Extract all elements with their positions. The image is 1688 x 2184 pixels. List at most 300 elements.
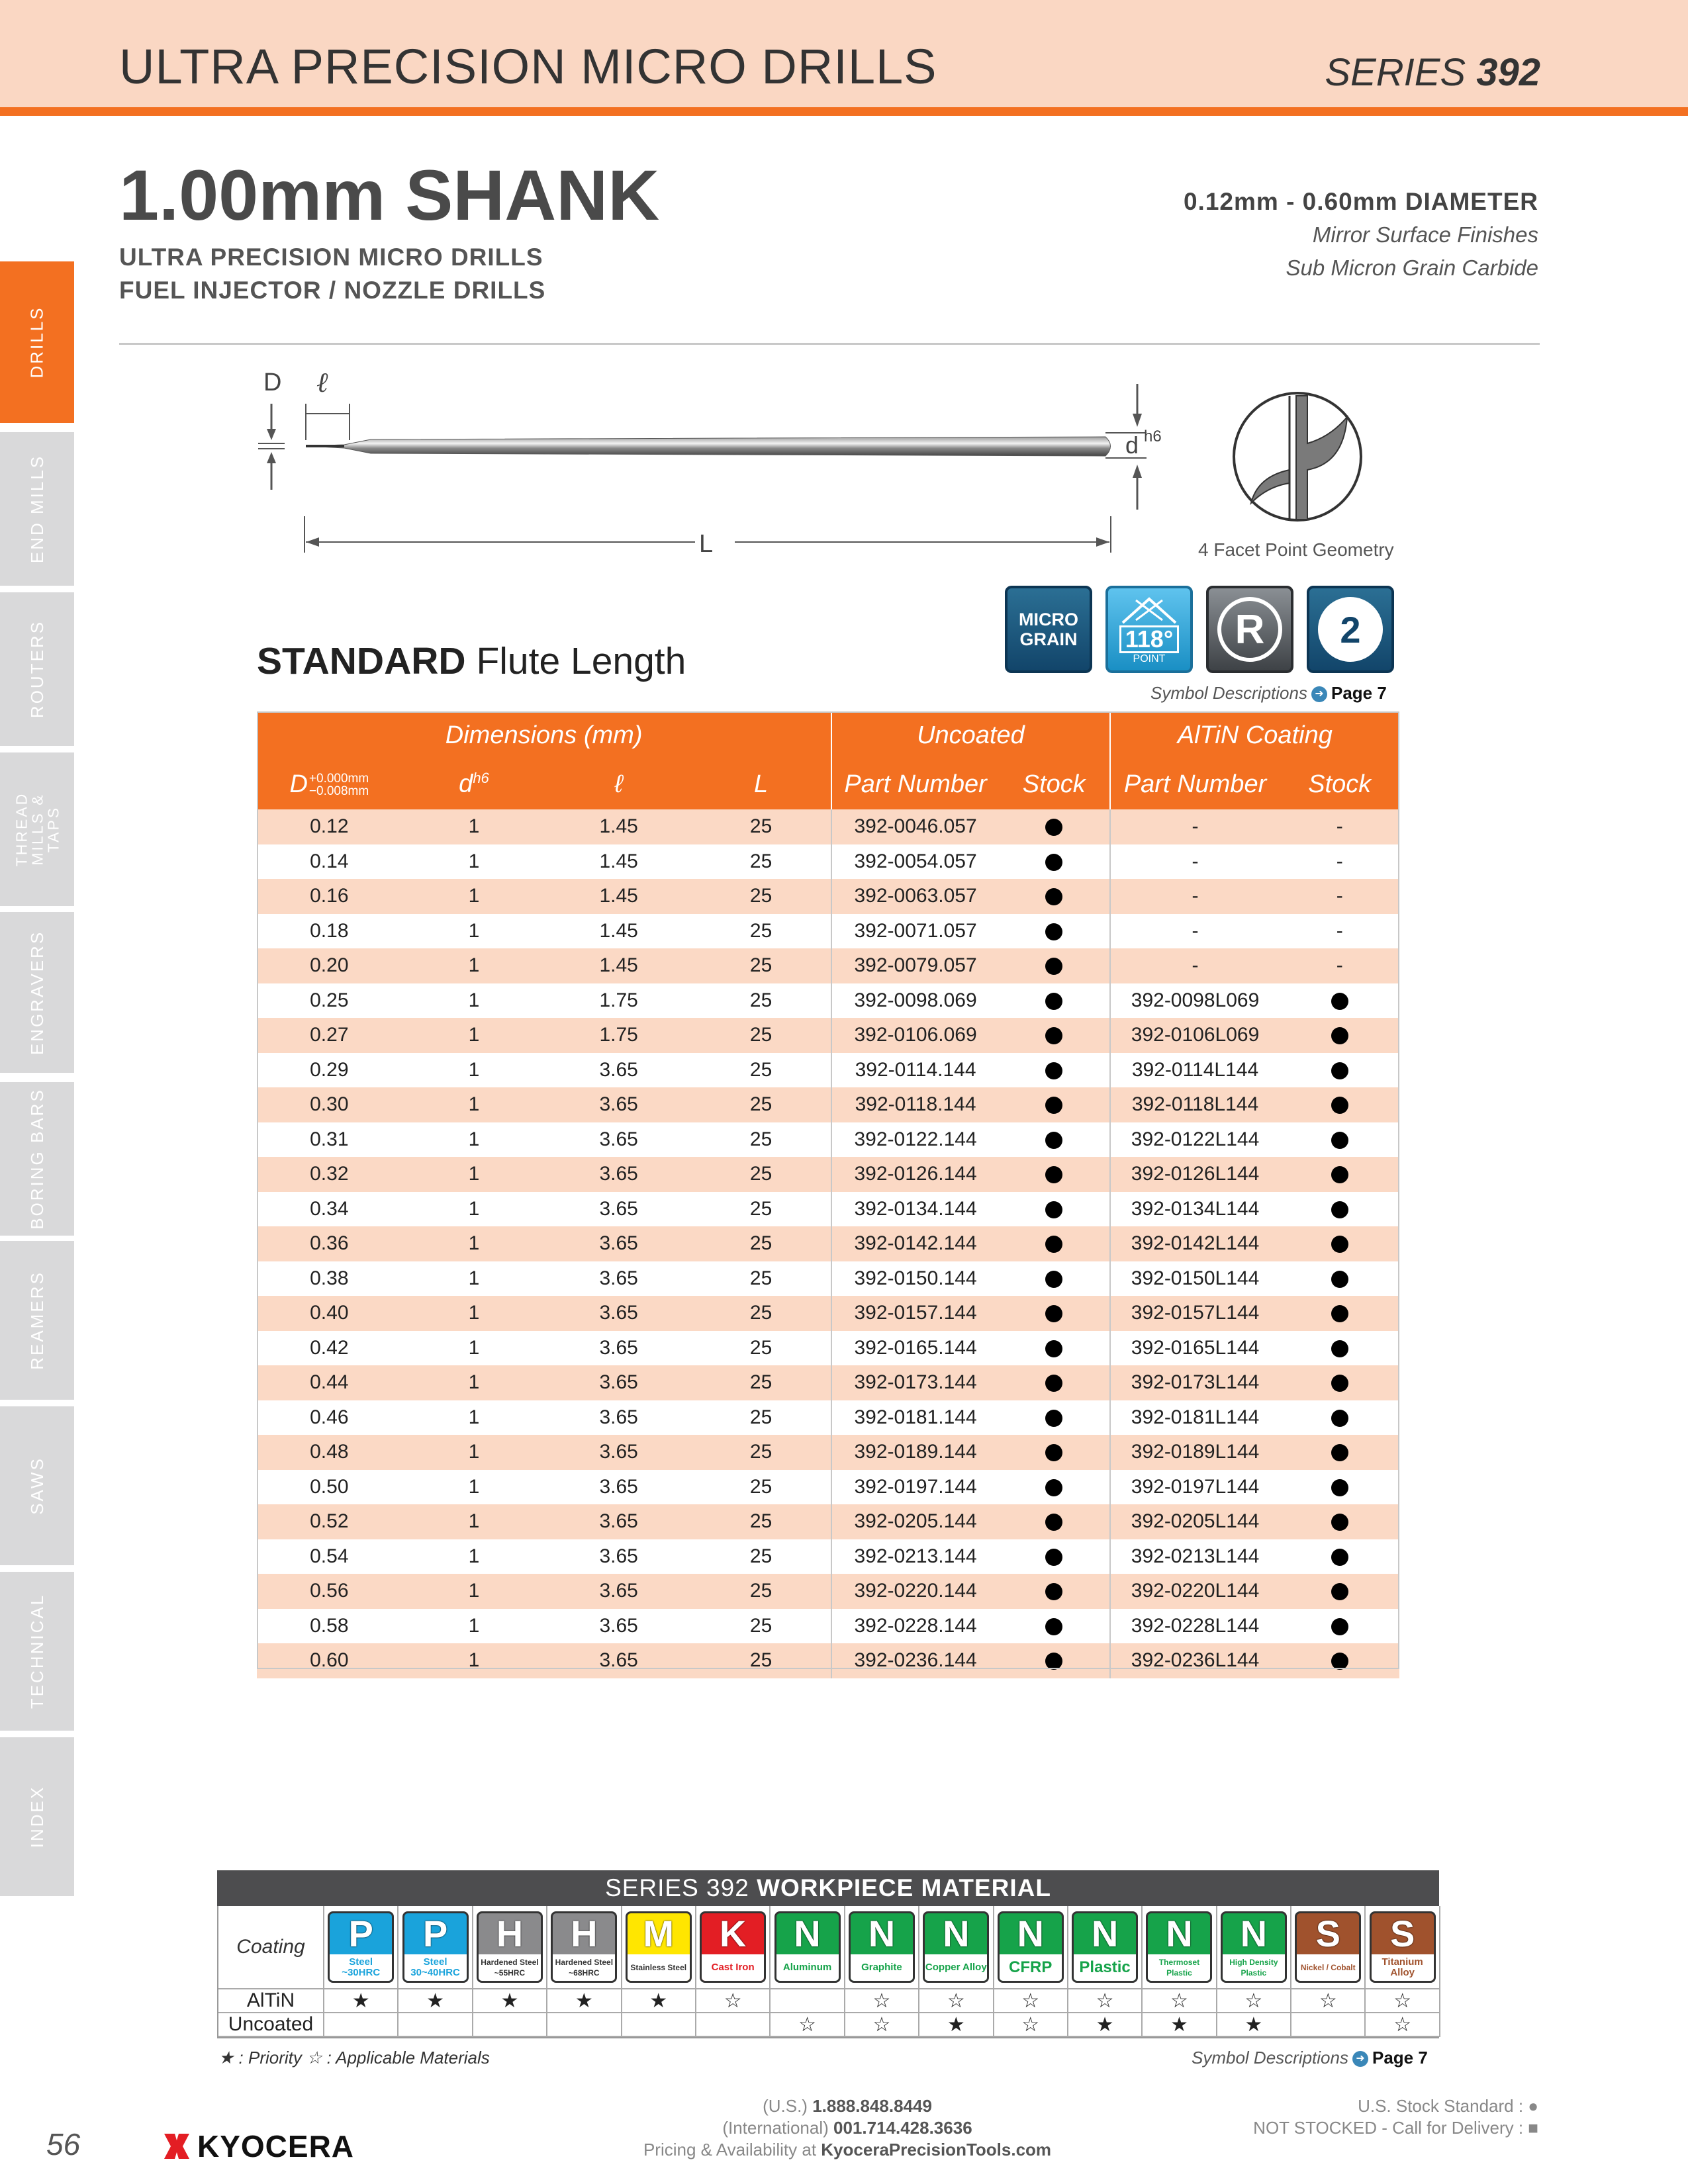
col-header-stock: Stock bbox=[999, 759, 1110, 809]
stock-dot-icon bbox=[1045, 1479, 1062, 1496]
table-cell: 0.40 bbox=[257, 1296, 402, 1331]
rating-cell: ☆ bbox=[1366, 2013, 1440, 2037]
table-cell: 392-0063.057 bbox=[831, 879, 999, 914]
material-name: Graphite bbox=[851, 1954, 913, 1981]
stock-dot-icon bbox=[1045, 1166, 1062, 1183]
stock-dot bbox=[1280, 1192, 1399, 1227]
product-table bbox=[257, 711, 1399, 1678]
table-cell: 392-0114.144 bbox=[831, 1053, 999, 1088]
stock-dot bbox=[1280, 1122, 1399, 1158]
table-cell: 0.32 bbox=[257, 1157, 402, 1192]
table-row bbox=[257, 1053, 1399, 1088]
material-name: Stainless Steel bbox=[628, 1954, 690, 1981]
stock-dot-icon bbox=[1331, 1027, 1348, 1044]
workpiece-title: SERIES 392 WORKPIECE MATERIAL bbox=[217, 1870, 1439, 1906]
table-cell: 0.48 bbox=[257, 1435, 402, 1470]
table-row bbox=[257, 1435, 1399, 1470]
table-cell: 25 bbox=[691, 1122, 831, 1158]
table-cell: 25 bbox=[691, 1504, 831, 1539]
stock-dot bbox=[999, 1122, 1110, 1158]
table-cell: - bbox=[1110, 809, 1280, 844]
page-title: ULTRA PRECISION MICRO DRILLS bbox=[119, 39, 937, 94]
table-cell: 25 bbox=[691, 1018, 831, 1053]
stock-dot bbox=[1280, 1643, 1399, 1678]
table-cell: 392-0189L144 bbox=[1110, 1435, 1280, 1470]
tab-end-mills[interactable]: END MILLS bbox=[0, 432, 74, 586]
table-cell: 0.52 bbox=[257, 1504, 402, 1539]
table-row bbox=[257, 1192, 1399, 1227]
material-name: Titanium Alloy bbox=[1372, 1954, 1434, 1981]
stock-dot bbox=[1280, 1157, 1399, 1192]
table-cell: 1 bbox=[402, 1192, 547, 1227]
tab-boring-bars[interactable]: BORING BARS bbox=[0, 1082, 74, 1236]
stock-legend: U.S. Stock Standard : ● NOT STOCKED - Call for Delivery : ■ bbox=[1253, 2096, 1538, 2138]
row-label-uncoated: Uncoated bbox=[218, 2013, 324, 2037]
table-row bbox=[257, 1087, 1399, 1122]
table-cell: 1.45 bbox=[546, 914, 691, 949]
col-header-l: ℓ bbox=[546, 759, 691, 809]
stock-dot bbox=[1280, 1504, 1399, 1539]
material-letter: S bbox=[1315, 1913, 1340, 1954]
table-cell: 1 bbox=[402, 948, 547, 983]
stock-dot bbox=[999, 1331, 1110, 1366]
table-cell: 3.65 bbox=[546, 1365, 691, 1400]
table-cell: 25 bbox=[691, 1365, 831, 1400]
table-cell: 392-0228.144 bbox=[831, 1609, 999, 1644]
micro-grain-icon: MICRO GRAIN bbox=[1005, 586, 1092, 673]
stock-dot-icon bbox=[1045, 1271, 1062, 1288]
rating-cell: ☆ bbox=[1143, 1989, 1217, 2013]
table-row bbox=[257, 809, 1399, 844]
stock-dot bbox=[999, 809, 1110, 844]
series-label: SERIES 392 bbox=[1325, 51, 1540, 94]
table-cell: 392-0118.144 bbox=[831, 1087, 999, 1122]
stock-dot bbox=[1280, 1470, 1399, 1505]
stock-dot bbox=[999, 1192, 1110, 1227]
stock-dot bbox=[1280, 1539, 1399, 1574]
table-cell: 1 bbox=[402, 1574, 547, 1609]
table-cell: 25 bbox=[691, 1157, 831, 1192]
table-row bbox=[257, 1122, 1399, 1158]
material-name: Nickel / Cobalt bbox=[1297, 1954, 1359, 1981]
table-row bbox=[257, 948, 1399, 983]
material-letter: N bbox=[943, 1913, 970, 1954]
table-cell: 0.29 bbox=[257, 1053, 402, 1088]
stock-dot bbox=[999, 1018, 1110, 1053]
stock-dot bbox=[1280, 1400, 1399, 1435]
table-cell: 25 bbox=[691, 1609, 831, 1644]
table-cell: 0.31 bbox=[257, 1122, 402, 1158]
table-cell: 25 bbox=[691, 1192, 831, 1227]
table-cell: 25 bbox=[691, 879, 831, 914]
material-badge bbox=[1295, 1911, 1361, 1983]
rating-cell: ☆ bbox=[771, 2013, 845, 2037]
material-letter: N bbox=[868, 1913, 896, 1954]
stock-dot-icon bbox=[1045, 1305, 1062, 1322]
table-cell: - bbox=[1110, 948, 1280, 983]
stock-dot bbox=[999, 844, 1110, 880]
stock-dot bbox=[999, 1609, 1110, 1644]
material-badge bbox=[402, 1911, 469, 1983]
table-cell: - bbox=[1110, 879, 1280, 914]
tab-saws[interactable]: SAWS bbox=[0, 1406, 74, 1565]
stock-dot-icon bbox=[1045, 923, 1062, 940]
table-cell: 1.45 bbox=[546, 809, 691, 844]
table-row bbox=[257, 879, 1399, 914]
table-cell: 1 bbox=[402, 1470, 547, 1505]
stock-dot-icon bbox=[1045, 958, 1062, 975]
table-cell: 25 bbox=[691, 1400, 831, 1435]
divider bbox=[119, 343, 1540, 345]
table-row bbox=[257, 1296, 1399, 1331]
table-cell: 1 bbox=[402, 1261, 547, 1297]
rating-cell bbox=[547, 2013, 622, 2037]
table-cell: 0.34 bbox=[257, 1192, 402, 1227]
table-cell: 25 bbox=[691, 983, 831, 1019]
table-cell: 0.46 bbox=[257, 1400, 402, 1435]
rating-cell: ☆ bbox=[1366, 1989, 1440, 2013]
material-badge bbox=[923, 1911, 989, 1983]
material-letter: H bbox=[496, 1913, 524, 1954]
table-cell: 0.14 bbox=[257, 844, 402, 880]
table-cell: 392-0134L144 bbox=[1110, 1192, 1280, 1227]
material-badge bbox=[774, 1911, 841, 1983]
tab-technical[interactable]: TECHNICAL bbox=[0, 1572, 74, 1731]
stock-dot-icon bbox=[1331, 1236, 1348, 1253]
material-name: Steel 30~40HRC bbox=[404, 1954, 467, 1981]
table-row bbox=[257, 1539, 1399, 1574]
rating-cell: ★ bbox=[1068, 2013, 1143, 2037]
table-cell: 0.20 bbox=[257, 948, 402, 983]
table-cell: 3.65 bbox=[546, 1261, 691, 1297]
col-header-L: L bbox=[691, 759, 831, 809]
table-row bbox=[257, 1018, 1399, 1053]
table-cell: 392-0165.144 bbox=[831, 1331, 999, 1366]
table-cell: 392-0236L144 bbox=[1110, 1643, 1280, 1678]
rating-cell: ☆ bbox=[1217, 1989, 1291, 2013]
table-cell: 392-0142L144 bbox=[1110, 1226, 1280, 1261]
table-cell: 1 bbox=[402, 1365, 547, 1400]
material-letter: N bbox=[794, 1913, 821, 1954]
stock-dot bbox=[999, 1574, 1110, 1609]
stock-dot bbox=[1280, 1018, 1399, 1053]
stock-dot bbox=[999, 1539, 1110, 1574]
stock-dot-icon bbox=[1045, 1375, 1062, 1392]
table-cell: 392-0046.057 bbox=[831, 809, 999, 844]
table-cell: - bbox=[1280, 948, 1399, 983]
material-name: Hardened Steel ~68HRC bbox=[553, 1954, 615, 1981]
table-cell: 25 bbox=[691, 1539, 831, 1574]
website-link[interactable]: KyoceraPrecisionTools.com bbox=[821, 2140, 1052, 2160]
stock-dot-icon bbox=[1045, 1444, 1062, 1461]
stock-dot-icon bbox=[1331, 1479, 1348, 1496]
row-label-coating: Coating bbox=[218, 1906, 324, 1989]
table-cell: 3.65 bbox=[546, 1226, 691, 1261]
table-cell: - bbox=[1110, 844, 1280, 880]
workpiece-material-table bbox=[217, 1870, 1439, 2038]
table-cell: 392-0165L144 bbox=[1110, 1331, 1280, 1366]
rating-cell: ★ bbox=[399, 1989, 473, 2013]
rating-cell: ★ bbox=[1217, 2013, 1291, 2037]
table-cell: 1 bbox=[402, 1539, 547, 1574]
stock-dot-icon bbox=[1045, 1653, 1062, 1670]
table-cell: 0.27 bbox=[257, 1018, 402, 1053]
rating-cell bbox=[324, 2013, 399, 2037]
table-cell: 0.56 bbox=[257, 1574, 402, 1609]
label-l: ℓ bbox=[316, 368, 328, 398]
table-cell: 392-0157L144 bbox=[1110, 1296, 1280, 1331]
material-letter: N bbox=[1166, 1913, 1193, 1954]
material-letter: P bbox=[348, 1913, 373, 1954]
material-letter: N bbox=[1017, 1913, 1044, 1954]
label-L: L bbox=[699, 530, 714, 556]
table-cell: 1 bbox=[402, 1018, 547, 1053]
label-h6: h6 bbox=[1144, 428, 1162, 445]
table-row bbox=[257, 1365, 1399, 1400]
table-cell: 25 bbox=[691, 844, 831, 880]
stock-dot-icon bbox=[1045, 1618, 1062, 1635]
material-badge bbox=[551, 1911, 617, 1983]
material-graphite bbox=[845, 1906, 919, 1989]
table-cell: 392-0213.144 bbox=[831, 1539, 999, 1574]
material-badge bbox=[1221, 1911, 1287, 1983]
table-cell: 0.30 bbox=[257, 1087, 402, 1122]
col-header-stock-altin: Stock bbox=[1280, 759, 1399, 809]
table-cell: 0.25 bbox=[257, 983, 402, 1019]
table-cell: 392-0157.144 bbox=[831, 1296, 999, 1331]
tab-engravers[interactable]: ENGRAVERS bbox=[0, 912, 74, 1073]
material-letter: K bbox=[719, 1913, 747, 1954]
table-row bbox=[257, 1643, 1399, 1678]
table-cell: 3.65 bbox=[546, 1331, 691, 1366]
stock-dot-icon bbox=[1331, 1132, 1348, 1149]
stock-dot-icon bbox=[1045, 1340, 1062, 1357]
table-cell: 3.65 bbox=[546, 1296, 691, 1331]
stock-dot-icon bbox=[1045, 1583, 1062, 1600]
kyocera-logo: KYOCERA bbox=[162, 2128, 354, 2164]
material-badge bbox=[477, 1911, 543, 1983]
material-cast-iron bbox=[696, 1906, 771, 1989]
table-cell: 25 bbox=[691, 1226, 831, 1261]
table-cell: 1 bbox=[402, 914, 547, 949]
table-cell: 392-0181.144 bbox=[831, 1400, 999, 1435]
page-number: 56 bbox=[46, 2127, 81, 2161]
table-cell: 25 bbox=[691, 1574, 831, 1609]
table-cell: 0.54 bbox=[257, 1539, 402, 1574]
tab-reamers[interactable]: REAMERS bbox=[0, 1241, 74, 1400]
table-cell: 25 bbox=[691, 948, 831, 983]
table-row bbox=[257, 983, 1399, 1019]
rating-cell: ☆ bbox=[696, 1989, 771, 2013]
stock-dot-icon bbox=[1331, 1271, 1348, 1288]
material-hardened-steel-55hrc bbox=[473, 1906, 547, 1989]
table-row bbox=[257, 1157, 1399, 1192]
stock-dot-icon bbox=[1045, 1549, 1062, 1566]
col-header-D: D +0.000mm −0.008mm bbox=[257, 759, 402, 809]
table-cell: 3.65 bbox=[546, 1122, 691, 1158]
rating-cell: ☆ bbox=[845, 2013, 919, 2037]
table-cell: 392-0122.144 bbox=[831, 1122, 999, 1158]
stock-dot-icon bbox=[1331, 993, 1348, 1010]
table-cell: 25 bbox=[691, 809, 831, 844]
table-cell: 392-0197L144 bbox=[1110, 1470, 1280, 1505]
table-cell: 392-0228L144 bbox=[1110, 1609, 1280, 1644]
table-cell: 25 bbox=[691, 1331, 831, 1366]
facet-caption: 4 Facet Point Geometry bbox=[1198, 539, 1394, 560]
rating-cell: ★ bbox=[547, 1989, 622, 2013]
table-cell: 392-0106L069 bbox=[1110, 1018, 1280, 1053]
tab-drills[interactable]: DRILLS bbox=[0, 261, 74, 423]
label-d: d bbox=[1125, 432, 1139, 459]
stock-dot bbox=[1280, 1261, 1399, 1297]
material-high-density-plastic bbox=[1217, 1906, 1291, 1989]
stock-dot bbox=[1280, 1226, 1399, 1261]
material-name: Plastic bbox=[1074, 1954, 1136, 1981]
table-cell: 1 bbox=[402, 1053, 547, 1088]
table-cell: 392-0071.057 bbox=[831, 914, 999, 949]
stock-dot-icon bbox=[1331, 1549, 1348, 1566]
material-badge bbox=[1072, 1911, 1138, 1983]
material-letter: H bbox=[571, 1913, 598, 1954]
stock-dot-icon bbox=[1331, 1618, 1348, 1635]
material-name: Copper Alloy bbox=[925, 1954, 987, 1981]
table-cell: 392-0106.069 bbox=[831, 1018, 999, 1053]
diameter-info: 0.12mm - 0.60mm DIAMETER Mirror Surface Finishes Sub Micron Grain Carbide bbox=[1183, 188, 1538, 280]
stock-dot-icon bbox=[1045, 854, 1062, 871]
stock-dot-icon bbox=[1045, 993, 1062, 1010]
stock-dot-icon bbox=[1045, 1132, 1062, 1149]
table-cell: 1 bbox=[402, 809, 547, 844]
rating-cell: ★ bbox=[1143, 2013, 1217, 2037]
stock-dot-icon bbox=[1045, 819, 1062, 836]
table-cell: 1 bbox=[402, 1296, 547, 1331]
table-cell: 3.65 bbox=[546, 1400, 691, 1435]
table-cell: 0.58 bbox=[257, 1609, 402, 1644]
material-badge bbox=[1146, 1911, 1212, 1983]
stock-dot bbox=[1280, 1435, 1399, 1470]
table-cell: - bbox=[1280, 879, 1399, 914]
material-hardened-steel-68hrc bbox=[547, 1906, 622, 1989]
table-cell: 0.60 bbox=[257, 1643, 402, 1678]
symbol-icons bbox=[1005, 586, 1394, 673]
stock-dot bbox=[1280, 1087, 1399, 1122]
table-cell: - bbox=[1110, 914, 1280, 949]
table-row bbox=[257, 1470, 1399, 1505]
table-cell: 3.65 bbox=[546, 1574, 691, 1609]
stock-dot bbox=[999, 1053, 1110, 1088]
table-cell: 25 bbox=[691, 1435, 831, 1470]
table-cell: 3.65 bbox=[546, 1053, 691, 1088]
table-cell: 392-0079.057 bbox=[831, 948, 999, 983]
rating-cell: ★ bbox=[473, 1989, 547, 2013]
drill-drawing bbox=[245, 357, 1423, 556]
table-cell: 392-0236.144 bbox=[831, 1643, 999, 1678]
material-name: Hardened Steel ~55HRC bbox=[479, 1954, 541, 1981]
symbol-descriptions-link[interactable]: Symbol Descriptions ➜ Page 7 bbox=[1150, 683, 1387, 703]
table-cell: 392-0142.144 bbox=[831, 1226, 999, 1261]
table-cell: 0.44 bbox=[257, 1365, 402, 1400]
stock-dot bbox=[1280, 1609, 1399, 1644]
material-name: Steel ~30HRC bbox=[330, 1954, 392, 1981]
symbol-descriptions-link-bottom[interactable]: Symbol Descriptions ➜ Page 7 bbox=[1192, 2048, 1428, 2068]
kyocera-mark-icon bbox=[162, 2131, 192, 2161]
material-name: Cast Iron bbox=[702, 1954, 764, 1981]
rating-cell bbox=[771, 1989, 845, 2013]
table-cell: - bbox=[1280, 809, 1399, 844]
table-cell: 1 bbox=[402, 1643, 547, 1678]
stock-dot-icon bbox=[1045, 888, 1062, 905]
table-cell: 392-0205.144 bbox=[831, 1504, 999, 1539]
material-badge bbox=[1370, 1911, 1436, 1983]
rating-cell bbox=[1291, 2013, 1366, 2037]
stock-dot bbox=[1280, 983, 1399, 1019]
table-cell: 0.38 bbox=[257, 1261, 402, 1297]
table-cell: 1.75 bbox=[546, 1018, 691, 1053]
material-aluminum bbox=[771, 1906, 845, 1989]
material-name: Thermoset Plastic bbox=[1148, 1954, 1210, 1981]
table-cell: 3.65 bbox=[546, 1504, 691, 1539]
table-cell: 1 bbox=[402, 879, 547, 914]
stock-dot-icon bbox=[1045, 1201, 1062, 1218]
stock-dot-icon bbox=[1045, 1097, 1062, 1114]
stock-dot-icon bbox=[1045, 1027, 1062, 1044]
facet-point-icon bbox=[1234, 393, 1361, 520]
stock-dot bbox=[999, 1504, 1110, 1539]
material-thermoset-plastic bbox=[1143, 1906, 1217, 1989]
table-cell: 1 bbox=[402, 1226, 547, 1261]
material-badge bbox=[700, 1911, 766, 1983]
material-plastic bbox=[1068, 1906, 1143, 1989]
table-cell: 0.16 bbox=[257, 879, 402, 914]
two-flute-icon: 2 bbox=[1307, 586, 1394, 673]
material-badge bbox=[626, 1911, 692, 1983]
rating-cell: ★ bbox=[919, 2013, 994, 2037]
stock-dot bbox=[999, 1643, 1110, 1678]
table-cell: 1.75 bbox=[546, 983, 691, 1019]
stock-dot bbox=[1280, 1296, 1399, 1331]
rating-cell: ☆ bbox=[994, 2013, 1068, 2037]
table-cell: 392-0213L144 bbox=[1110, 1539, 1280, 1574]
row-label-altin: AlTiN bbox=[218, 1989, 324, 2013]
table-cell: 25 bbox=[691, 1261, 831, 1297]
priority-legend: ★ : Priority ☆ : Applicable Materials bbox=[218, 2048, 490, 2068]
stock-dot-icon bbox=[1331, 1514, 1348, 1531]
stock-dot bbox=[1280, 1574, 1399, 1609]
stock-dot bbox=[999, 914, 1110, 949]
material-steel-30hrc bbox=[324, 1906, 399, 1989]
table-cell: 25 bbox=[691, 1296, 831, 1331]
product-subtitle: ULTRA PRECISION MICRO DRILLS FUEL INJECTOR / NOZZLE DRILLS bbox=[119, 244, 546, 304]
table-cell: 392-0189.144 bbox=[831, 1435, 999, 1470]
tab-routers[interactable]: ROUTERS bbox=[0, 592, 74, 746]
material-copper-alloy bbox=[919, 1906, 994, 1989]
product-title: 1.00mm SHANK bbox=[119, 155, 660, 235]
tab-thread-mills-taps[interactable]: THREAD MILLS & TAPS bbox=[0, 752, 74, 906]
material-name: CFRP bbox=[1000, 1954, 1062, 1981]
table-cell: 3.65 bbox=[546, 1157, 691, 1192]
stock-dot-icon bbox=[1331, 1062, 1348, 1079]
col-header-part-number-altin: Part Number bbox=[1110, 759, 1280, 809]
rating-cell bbox=[622, 2013, 696, 2037]
stock-dot-icon bbox=[1331, 1410, 1348, 1427]
rating-cell: ☆ bbox=[845, 1989, 919, 2013]
stock-dot bbox=[1280, 1365, 1399, 1400]
tab-index[interactable]: INDEX bbox=[0, 1737, 74, 1896]
table-cell: 392-0220.144 bbox=[831, 1574, 999, 1609]
stock-dot bbox=[999, 879, 1110, 914]
table-cell: 392-0126L144 bbox=[1110, 1157, 1280, 1192]
table-cell: 392-0098L069 bbox=[1110, 983, 1280, 1019]
